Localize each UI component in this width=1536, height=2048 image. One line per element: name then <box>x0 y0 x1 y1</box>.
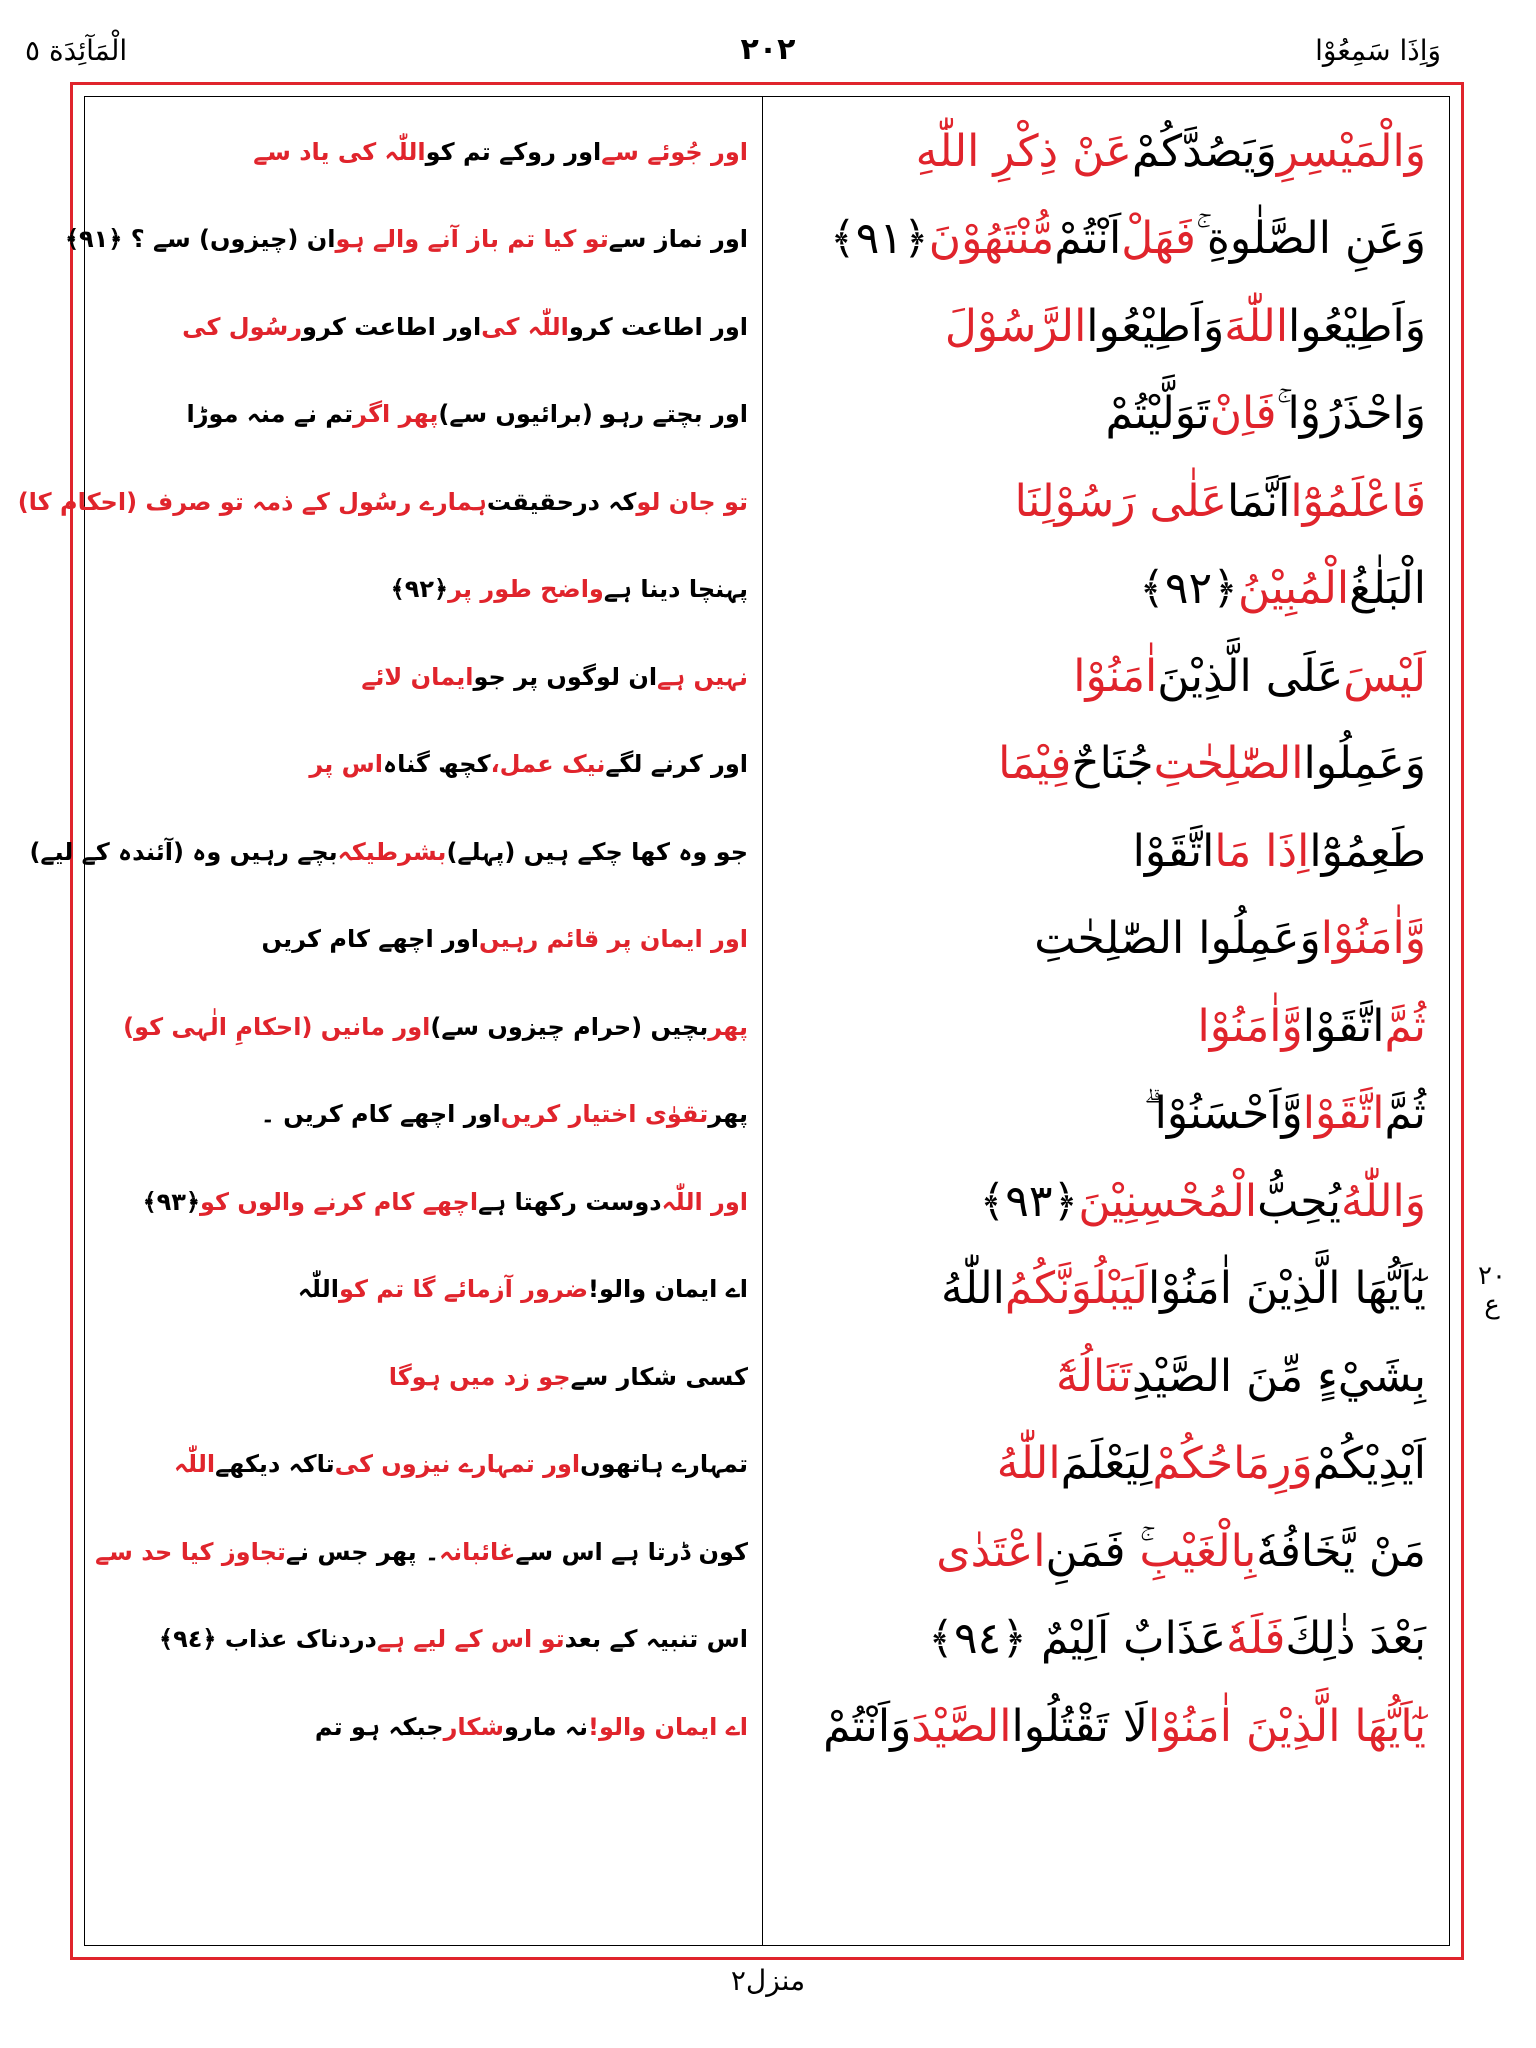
urdu-highlighted-text: پھر اگر <box>353 400 439 429</box>
urdu-highlighted-text: اور ایمان پر قائم رہیں <box>479 925 748 954</box>
arabic-highlighted-text: عَنْ ذِكْرِ اللّٰهِ <box>915 125 1132 177</box>
verse-row <box>84 633 1450 721</box>
arabic-text: وَاَطِيْعُوا <box>1288 300 1426 352</box>
urdu-text: اور اطاعت کرو <box>302 312 482 341</box>
arabic-verse-line <box>786 1596 1426 1684</box>
urdu-translation-line <box>108 1246 748 1334</box>
urdu-text: دردناک عذاب ﴿٩٤﴾ <box>159 1625 377 1654</box>
arabic-verse-line <box>786 196 1426 284</box>
arabic-verse-line <box>786 983 1426 1071</box>
verse-row <box>29 808 1450 896</box>
arabic-highlighted-text: اتَّقَوْا <box>1302 1088 1385 1140</box>
urdu-translation-line <box>108 1421 748 1509</box>
arabic-text: مَنْ يَّخَافُهٗ <box>1256 1525 1426 1577</box>
urdu-text: کہ درحقیقت <box>486 487 637 516</box>
verse-row <box>84 1683 1450 1771</box>
verse-row <box>84 983 1450 1071</box>
verse-row <box>17 458 1450 546</box>
arabic-text: ثُمَّ <box>1384 1088 1426 1140</box>
urdu-text: اور کرنے لگے <box>605 750 748 779</box>
arabic-highlighted-text: ثُمَّ <box>1384 1000 1426 1052</box>
urdu-text: جو وہ کھا چکے ہیں (پہلے) <box>446 837 748 866</box>
urdu-text: ان لوگوں پر جو <box>473 662 658 691</box>
arabic-text: ۚ فَمَنِ <box>1045 1525 1140 1577</box>
urdu-text: اے ایمان والو! <box>588 1275 748 1304</box>
urdu-highlighted-text: اللّٰہ کی <box>481 312 569 341</box>
arabic-highlighted-text: تَنَالُهٗٓ <box>1056 1350 1132 1402</box>
arabic-text: اتَّقَوْا <box>1302 1000 1385 1052</box>
arabic-text: وَعَمِلُوا <box>1303 738 1426 790</box>
arabic-verse-line <box>786 371 1426 459</box>
urdu-text: ﴿٩٢﴾ <box>390 575 449 604</box>
arabic-highlighted-text: الرَّسُوْلَ <box>944 300 1087 352</box>
verse-row <box>84 108 1450 196</box>
arabic-text: وَاَنْتُمْ <box>823 1700 912 1752</box>
urdu-highlighted-text: ضرور آزمائے گا تم کو <box>338 1275 589 1304</box>
verse-row <box>84 721 1450 809</box>
arabic-text: لِيَعْلَمَ <box>1060 1438 1153 1490</box>
urdu-text: اس تنبیہ کے بعد <box>564 1625 748 1654</box>
verse-row <box>64 196 1450 284</box>
verse-row <box>84 1158 1450 1246</box>
arabic-text: طَعِمُوْٓا <box>1309 825 1426 877</box>
arabic-highlighted-text: فَهَلْ <box>1121 213 1196 265</box>
arabic-highlighted-text: اللّٰهُ <box>996 1438 1061 1490</box>
urdu-highlighted-text: اس پر <box>309 750 383 779</box>
urdu-translation-line <box>29 808 748 896</box>
urdu-highlighted-text: نیک عمل، <box>490 750 606 779</box>
urdu-highlighted-text: تجاوز کیا حد سے <box>95 1537 286 1566</box>
urdu-text: اللّٰہ <box>297 1275 339 1304</box>
urdu-text: پہنچا دینا ہے <box>603 575 748 604</box>
arabic-highlighted-text: فَاعْلَمُوْٓا <box>1290 475 1426 527</box>
urdu-text: جبکہ ہو تم <box>314 1712 444 1741</box>
urdu-highlighted-text: تو اس کے لیے ہے <box>376 1625 565 1654</box>
arabic-highlighted-text: فَاِنْ <box>1209 388 1277 440</box>
urdu-text: ان (چیزوں) سے ؟ ﴿٩١﴾ <box>64 225 336 254</box>
page-number: ٢٠٢ <box>740 32 796 67</box>
urdu-highlighted-text: جو زد میں ہوگا <box>388 1362 571 1391</box>
urdu-text: بچے رہیں وہ (آئندہ کے لیے) <box>29 837 338 866</box>
urdu-highlighted-text: واضح طور پر <box>448 575 604 604</box>
urdu-highlighted-text: اور اللّٰہ <box>661 1187 748 1216</box>
urdu-translation-line <box>17 458 748 546</box>
urdu-text: پھر <box>708 1100 748 1129</box>
arabic-highlighted-text: وَرِمَاحُكُمْ <box>1152 1438 1313 1490</box>
urdu-translation-line <box>108 1071 748 1159</box>
arabic-verse-line <box>786 283 1426 371</box>
arabic-text: عَذَابٌ اَلِيْمٌ ﴿٩٤﴾ <box>928 1613 1227 1665</box>
juz-title: وَاِذَا سَمِعُوْا <box>1315 34 1441 67</box>
urdu-text: کچھ گناہ <box>383 750 491 779</box>
arabic-highlighted-text: الْمُبِيْنُ <box>1237 563 1350 615</box>
arabic-highlighted-text: يٰٓاَيُّهَا الَّذِيْنَ اٰمَنُوْا <box>1147 1700 1426 1752</box>
urdu-highlighted-text: تو کیا تم باز آنے والے ہو <box>335 225 609 254</box>
arabic-highlighted-text: اللّٰهَ <box>1224 300 1289 352</box>
urdu-highlighted-text: اللّٰہ <box>173 1450 216 1479</box>
urdu-text: نہ مارو <box>503 1712 589 1741</box>
urdu-highlighted-text: اے ایمان والو! <box>588 1712 748 1741</box>
urdu-highlighted-text: اچھے کام کرنے والوں کو <box>200 1187 479 1216</box>
arabic-text: اَنَّمَا <box>1227 475 1291 527</box>
arabic-text: لَا تَقْتُلُوا <box>1011 1700 1148 1752</box>
arabic-text: جُنَاحٌ <box>1071 738 1154 790</box>
urdu-highlighted-text: اور مانیں (احکامِ الٰہی کو) <box>123 1012 431 1041</box>
arabic-text: اَيْدِيْكُمْ <box>1312 1438 1426 1490</box>
urdu-translation-line <box>108 371 748 459</box>
arabic-highlighted-text: الصَّيْدَ <box>911 1700 1012 1752</box>
urdu-text: کسی شکار سے <box>570 1362 748 1391</box>
arabic-highlighted-text: وَّاٰمَنُوْا <box>1197 1000 1303 1052</box>
arabic-verse-line <box>786 546 1426 634</box>
urdu-translation-line <box>95 1508 748 1596</box>
surah-title: الْمَآئِدَة ٥ <box>25 34 128 67</box>
arabic-text: بَعْدَ ذٰلِكَ <box>1285 1613 1426 1665</box>
arabic-text: وَاحْذَرُوْا ۚ <box>1276 388 1426 440</box>
ruku-marker: ٢٠ ع <box>1478 1261 1506 1320</box>
verse-row <box>84 1596 1450 1684</box>
urdu-highlighted-text: تقوٰی اختیار کریں <box>500 1100 709 1129</box>
urdu-highlighted-text: شکار <box>443 1712 504 1741</box>
arabic-highlighted-text: فَلَهٗ <box>1226 1613 1286 1665</box>
urdu-highlighted-text: تو جان لو <box>636 487 748 516</box>
arabic-verse-line <box>786 896 1426 984</box>
arabic-highlighted-text: الصّٰلِحٰتِ <box>1153 738 1304 790</box>
urdu-highlighted-text: غائبانہ <box>439 1537 516 1566</box>
arabic-highlighted-text: اٰمَنُوْا <box>1073 650 1158 702</box>
arabic-text: يُحِبُّ <box>1257 1175 1341 1227</box>
manzil-footer: منزل٢ <box>730 1964 806 1997</box>
verse-row <box>84 1071 1450 1159</box>
arabic-verse-line <box>786 1508 1426 1596</box>
arabic-verse-line <box>786 1246 1426 1334</box>
arabic-text: ﴿٩٢﴾ <box>1139 563 1238 615</box>
verse-row <box>84 546 1450 634</box>
arabic-highlighted-text: وَاللّٰهُ <box>1340 1175 1426 1227</box>
arabic-highlighted-text: لَيْسَ <box>1343 650 1426 702</box>
arabic-highlighted-text: فِيْمَا <box>998 738 1072 790</box>
arabic-highlighted-text: مُّنْتَهُوْنَ <box>928 213 1055 265</box>
urdu-highlighted-text: اور تمہارے نیزوں کی <box>334 1450 581 1479</box>
arabic-text: وَّاَحْسَنُوْا ۗ <box>1143 1088 1303 1140</box>
urdu-highlighted-text: پھر <box>708 1012 748 1041</box>
arabic-text: وَعَمِلُوا الصّٰلِحٰتِ <box>1034 913 1321 965</box>
arabic-highlighted-text: وَّاٰمَنُوْا <box>1320 913 1426 965</box>
arabic-highlighted-text: بِالْغَيْبِ <box>1139 1525 1257 1577</box>
urdu-text: اور اطاعت کرو <box>568 312 748 341</box>
urdu-highlighted-text: رسُول کی <box>182 312 303 341</box>
urdu-translation-line <box>108 721 748 809</box>
arabic-text: عَلَى الَّذِيْنَ <box>1157 650 1344 702</box>
arabic-text: وَاَطِيْعُوا <box>1086 300 1225 352</box>
arabic-verse-line <box>786 1683 1426 1771</box>
arabic-verse-line <box>786 808 1426 896</box>
verse-row <box>84 896 1450 984</box>
urdu-translation-line <box>108 108 748 196</box>
arabic-verse-line <box>786 721 1426 809</box>
arabic-verse-line <box>786 108 1426 196</box>
arabic-text: وَيَصُدَّكُمْ <box>1131 125 1277 177</box>
arabic-text: اللّٰهُ <box>941 1263 1005 1315</box>
arabic-highlighted-text: اِذَا مَا <box>1214 825 1310 877</box>
arabic-text: ﴿٩٣﴾ <box>979 1175 1079 1227</box>
arabic-verse-line <box>786 633 1426 721</box>
urdu-text: اور اچھے کام کریں ۔ <box>260 1100 501 1129</box>
verse-row <box>84 283 1450 371</box>
arabic-text: بِشَيْءٍ مِّنَ الصَّيْدِ <box>1131 1350 1426 1402</box>
urdu-translation-line <box>108 896 748 984</box>
verse-row <box>84 1508 1450 1596</box>
urdu-text: اور اچھے کام کریں <box>261 925 480 954</box>
urdu-text: کون ڈرتا ہے اس سے <box>515 1537 748 1566</box>
arabic-text: اَنْتُمْ <box>1054 213 1122 265</box>
arabic-highlighted-text: لَيَبْلُوَنَّكُمُ <box>1004 1263 1148 1315</box>
arabic-text: تَوَلَّيْتُمْ <box>1105 388 1210 440</box>
urdu-text: اور نماز سے <box>608 225 748 254</box>
arabic-text: وَعَنِ الصَّلٰوةِ ۚ <box>1195 213 1426 265</box>
urdu-translation-line <box>108 1158 748 1246</box>
arabic-text: يٰٓاَيُّهَا الَّذِيْنَ اٰمَنُوْا <box>1147 1263 1426 1315</box>
arabic-text: ﴿٩١﴾ <box>829 213 929 265</box>
urdu-highlighted-text: اللّٰہ کی یاد سے <box>253 137 426 166</box>
page-header <box>0 28 1536 78</box>
arabic-verse-line <box>786 1333 1426 1421</box>
urdu-highlighted-text: ہمارے رسُول کے ذمہ تو صرف (احکام کا) <box>17 487 487 516</box>
verse-row <box>84 371 1450 459</box>
urdu-translation-line <box>108 546 748 634</box>
urdu-highlighted-text: اور جُوئے سے <box>601 137 748 166</box>
arabic-highlighted-text: اعْتَدٰى <box>936 1525 1046 1577</box>
arabic-text: الْبَلٰغُ <box>1349 563 1426 615</box>
urdu-text: بچیں (حرام چیزوں سے) <box>430 1012 709 1041</box>
urdu-text: دوست رکھتا ہے <box>478 1187 662 1216</box>
arabic-verse-line <box>786 1421 1426 1509</box>
urdu-text: ﴿٩٣﴾ <box>142 1187 200 1216</box>
arabic-verse-line <box>786 1071 1426 1159</box>
urdu-highlighted-text: بشرطیکہ <box>337 837 447 866</box>
arabic-highlighted-text: وَالْمَيْسِرِ <box>1276 125 1426 177</box>
urdu-text: اور بچتے رہو (برائیوں سے) <box>438 400 748 429</box>
arabic-verse-line <box>786 458 1426 546</box>
urdu-text: تاکہ دیکھے <box>215 1450 335 1479</box>
arabic-highlighted-text: الْمُحْسِنِيْنَ <box>1078 1175 1258 1227</box>
urdu-text: اور روکے تم کو <box>425 137 602 166</box>
verse-row <box>84 1333 1450 1421</box>
urdu-highlighted-text: ایمان لائے <box>361 662 474 691</box>
urdu-translation-line <box>108 283 748 371</box>
arabic-text: اتَّقَوْا <box>1132 825 1215 877</box>
urdu-text: تمہارے ہاتھوں <box>580 1450 748 1479</box>
urdu-translation-line <box>108 1333 748 1421</box>
verse-row <box>84 1421 1450 1509</box>
urdu-translation-line <box>108 983 748 1071</box>
arabic-highlighted-text: عَلٰى رَسُوْلِنَا <box>1014 475 1228 527</box>
urdu-text: ۔ پھر جس نے <box>285 1537 440 1566</box>
urdu-highlighted-text: نہیں ہے <box>657 662 748 691</box>
verse-row <box>84 1246 1450 1334</box>
urdu-text: تم نے منہ موڑا <box>186 400 354 429</box>
urdu-translation-line <box>64 196 748 284</box>
urdu-translation-line <box>108 1596 748 1684</box>
urdu-translation-line <box>108 633 748 721</box>
verse-rows <box>17 108 1450 1771</box>
arabic-verse-line <box>786 1158 1426 1246</box>
urdu-translation-line <box>108 1683 748 1771</box>
